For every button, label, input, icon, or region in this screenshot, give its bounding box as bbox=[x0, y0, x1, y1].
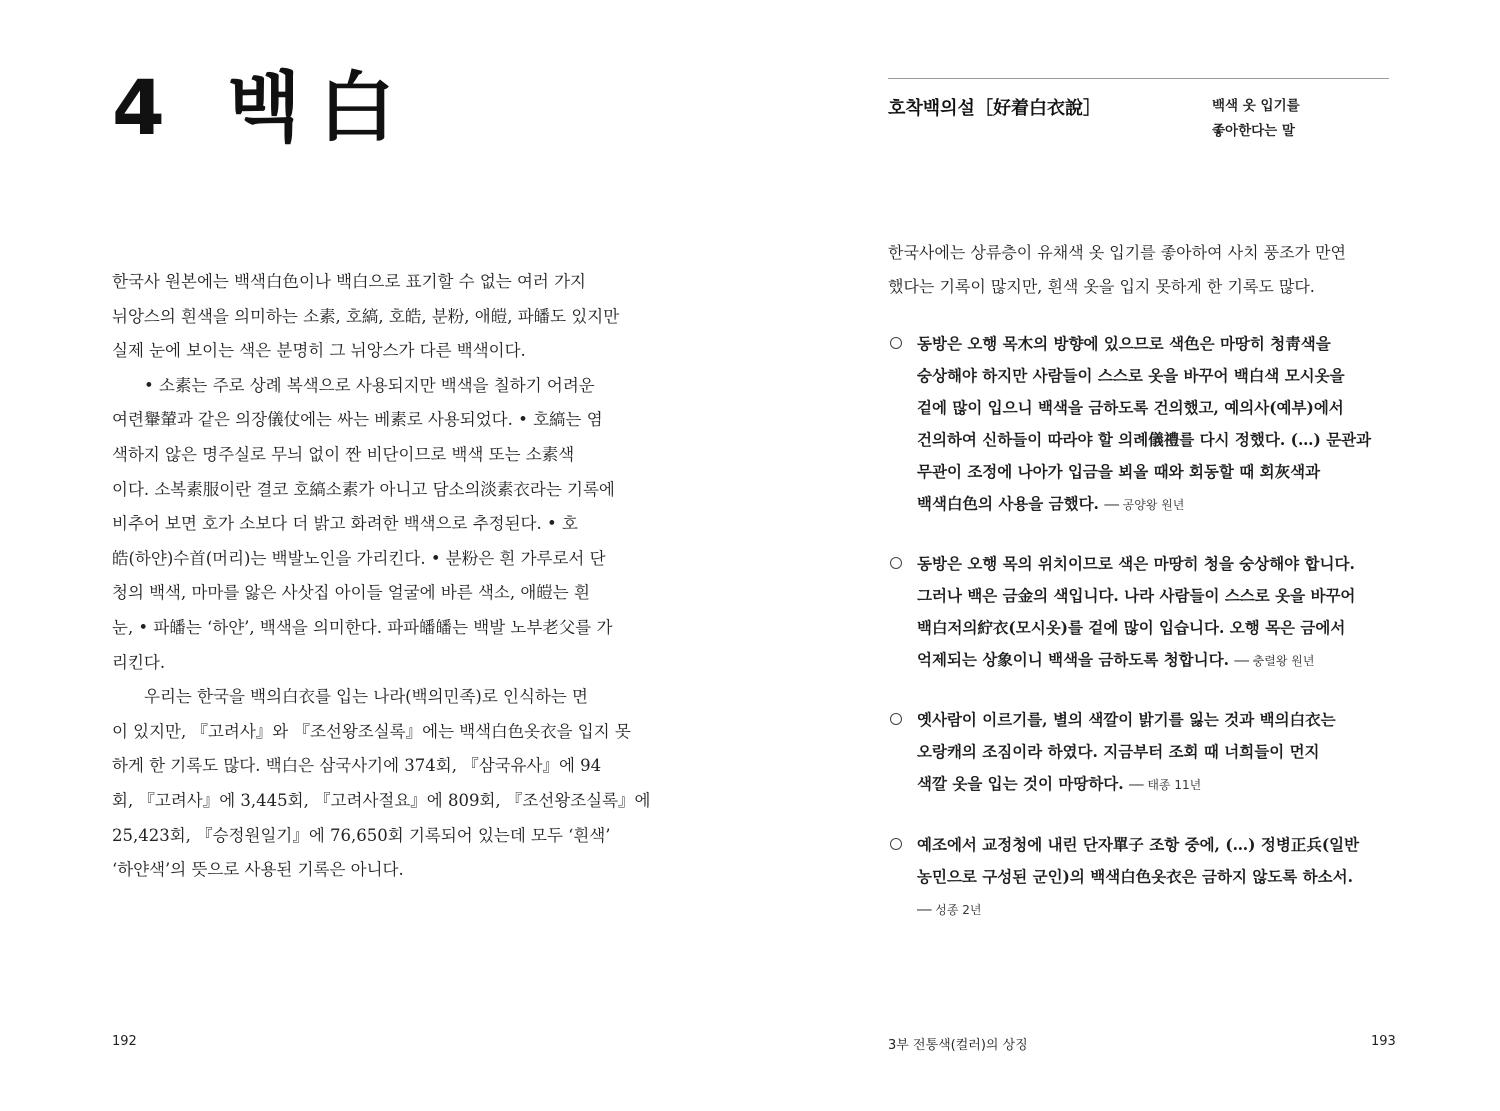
circle-bullet-icon bbox=[890, 337, 902, 349]
text-line: ‘하얀색’의 뜻으로 사용된 기록은 아니다. bbox=[112, 860, 404, 880]
circle-bullet-icon bbox=[890, 713, 902, 725]
term-definition-line: 백색 옷 입기를 bbox=[1212, 98, 1300, 114]
quote-line: 동방은 오행 목의 위치이므로 색은 마땅히 청을 숭상해야 합니다. bbox=[917, 554, 1355, 573]
quote-source: ── 공양왕 원년 bbox=[1104, 498, 1185, 512]
quote-text: 색깔 옷을 입는 것이 마땅하다. bbox=[917, 774, 1124, 793]
circle-bullet-icon bbox=[890, 838, 902, 850]
intro-paragraph bbox=[888, 236, 1389, 304]
quote-line: 동방은 오행 목木의 방향에 있으므로 색色은 마땅히 청靑색을 bbox=[917, 334, 1331, 353]
circle-bullet-icon bbox=[890, 557, 902, 569]
quote-source: ── 태종 11년 bbox=[1129, 778, 1202, 792]
right-page bbox=[750, 0, 1500, 1111]
quote-line: 옛사람이 이르기를, 별의 색깔이 밝기를 잃는 것과 백의白衣는 bbox=[917, 710, 1336, 729]
page-number-right: 193 bbox=[1371, 1034, 1396, 1049]
text-line: 청의 백색, 마마를 앓은 사삿집 아이들 얼굴에 바른 색소, 애皚는 흰 bbox=[112, 583, 590, 603]
text-line: 색하지 않은 명주실로 무늬 없이 짠 비단이므로 백색 또는 소素색 bbox=[112, 444, 575, 464]
text-line: 이다. 소복素服이란 결코 호縞소素가 아니고 담소의淡素衣라는 기록에 bbox=[112, 479, 615, 499]
term-definition bbox=[1212, 94, 1300, 144]
text-line: 했다는 기록이 많지만, 흰색 옷을 입지 못하게 한 기록도 많다. bbox=[888, 277, 1315, 296]
quote-line: 숭상해야 하지만 사람들이 스스로 옷을 바꾸어 백白색 모시옷을 bbox=[917, 366, 1345, 385]
text-line: 25,423회, 『승정원일기』에 76,650회 기록되어 있는데 모두 ‘흰색’ bbox=[112, 825, 611, 845]
text-line: 한국사에는 상류층이 유채색 옷 입기를 좋아하여 사치 풍조가 만연 bbox=[888, 243, 1347, 262]
quote-4 bbox=[888, 829, 1388, 926]
text-line: 우리는 한국을 백의白衣를 입는 나라(백의민족)로 인식하는 면 bbox=[144, 687, 588, 707]
quote-last-line bbox=[917, 893, 1388, 926]
text-line: 실제 눈에 보이는 색은 분명히 그 뉘앙스가 다른 백색이다. bbox=[112, 341, 526, 361]
quote-line: 농민으로 구성된 군인)의 백색白色옷衣은 금하지 않도록 하소서. bbox=[917, 867, 1353, 886]
chapter-title: 4 백白 bbox=[112, 63, 413, 152]
quote-1 bbox=[888, 328, 1388, 521]
quote-last-line bbox=[917, 488, 1388, 521]
text-line: 한국사 원본에는 백색白色이나 백白으로 표기할 수 없는 여러 가지 bbox=[112, 272, 586, 291]
text-line: 하게 한 기록도 많다. 백白은 삼국사기에 374회, 『삼국유사』에 94 bbox=[112, 756, 602, 776]
text-line: 회, 『고려사』에 3,445회, 『고려사절요』에 809회, 『조선왕조실록』에 bbox=[112, 790, 651, 810]
quote-3 bbox=[888, 704, 1388, 801]
term-heading: 호착백의설［好着白衣說］ bbox=[888, 98, 1101, 119]
text-line: 여련轝輦과 같은 의장儀仗에는 싸는 베素로 사용되었다. • 호縞는 염 bbox=[112, 410, 603, 430]
text-line: 뉘앙스의 흰색을 의미하는 소素, 호縞, 호皓, 분粉, 애皚, 파皤도 있지만 bbox=[112, 306, 620, 326]
quote-line: 오랑캐의 조짐이라 하였다. 지금부터 조회 때 너희들이 먼지 bbox=[917, 742, 1320, 761]
quote-line: 백白저의紵衣(모시옷)를 겉에 많이 입습니다. 오행 목은 금에서 bbox=[917, 618, 1346, 637]
running-head: 3부 전통색(컬러)의 상징 bbox=[888, 1038, 1028, 1053]
text-line: 눈, • 파皤는 ‘하얀’, 백색을 의미한다. 파파皤皤는 백발 노부老父를 가 bbox=[112, 617, 613, 637]
paragraph-1 bbox=[112, 265, 620, 369]
text-line: 이 있지만, 『고려사』와 『조선왕조실록』에는 백색白色옷衣을 입지 못 bbox=[112, 721, 631, 741]
quote-2 bbox=[888, 548, 1388, 677]
text-line: 비추어 보면 호가 소보다 더 밝고 화려한 백색으로 추정된다. • 호 bbox=[112, 514, 578, 534]
text-line: 皓(하얀)수首(머리)는 백발노인을 가리킨다. • 분粉은 흰 가루로서 단 bbox=[112, 548, 606, 568]
quote-line: 겉에 많이 입으니 백색을 금하도록 건의했고, 예의사(예부)에서 bbox=[917, 398, 1344, 417]
quote-line: 예조에서 교정청에 내린 단자單子 조항 중에, (…) 정병正兵(일반 bbox=[917, 835, 1360, 854]
text-line: • 소素는 주로 상례 복색으로 사용되지만 백색을 칠하기 어려운 bbox=[144, 375, 595, 395]
header-rule bbox=[888, 78, 1389, 79]
quote-line: 그러나 백은 금金의 색입니다. 나라 사람들이 스스로 옷을 바꾸어 bbox=[917, 586, 1356, 605]
body-text bbox=[112, 265, 651, 888]
text-line: 리킨다. bbox=[112, 652, 166, 672]
quote-source: ── 성종 2년 bbox=[917, 903, 982, 917]
paragraph-3 bbox=[112, 680, 651, 888]
quote-text: 억제되는 상象이니 백색을 금하도록 청합니다. bbox=[917, 650, 1229, 669]
quote-source: ── 충렬왕 원년 bbox=[1234, 654, 1315, 668]
quote-last-line bbox=[917, 768, 1388, 801]
quote-line: 건의하여 신하들이 따라야 할 의례儀禮를 다시 정했다. (…) 문관과 bbox=[917, 430, 1372, 449]
page-number-left: 192 bbox=[112, 1034, 137, 1049]
quote-last-line bbox=[917, 644, 1388, 677]
quote-text: 백색白色의 사용을 금했다. bbox=[917, 494, 1099, 513]
term-definition-line: 좋아한다는 말 bbox=[1212, 123, 1295, 139]
paragraph-2 bbox=[112, 369, 615, 680]
quote-line: 무관이 조정에 나아가 입금을 뵈올 때와 회동할 때 회灰색과 bbox=[917, 462, 1321, 481]
